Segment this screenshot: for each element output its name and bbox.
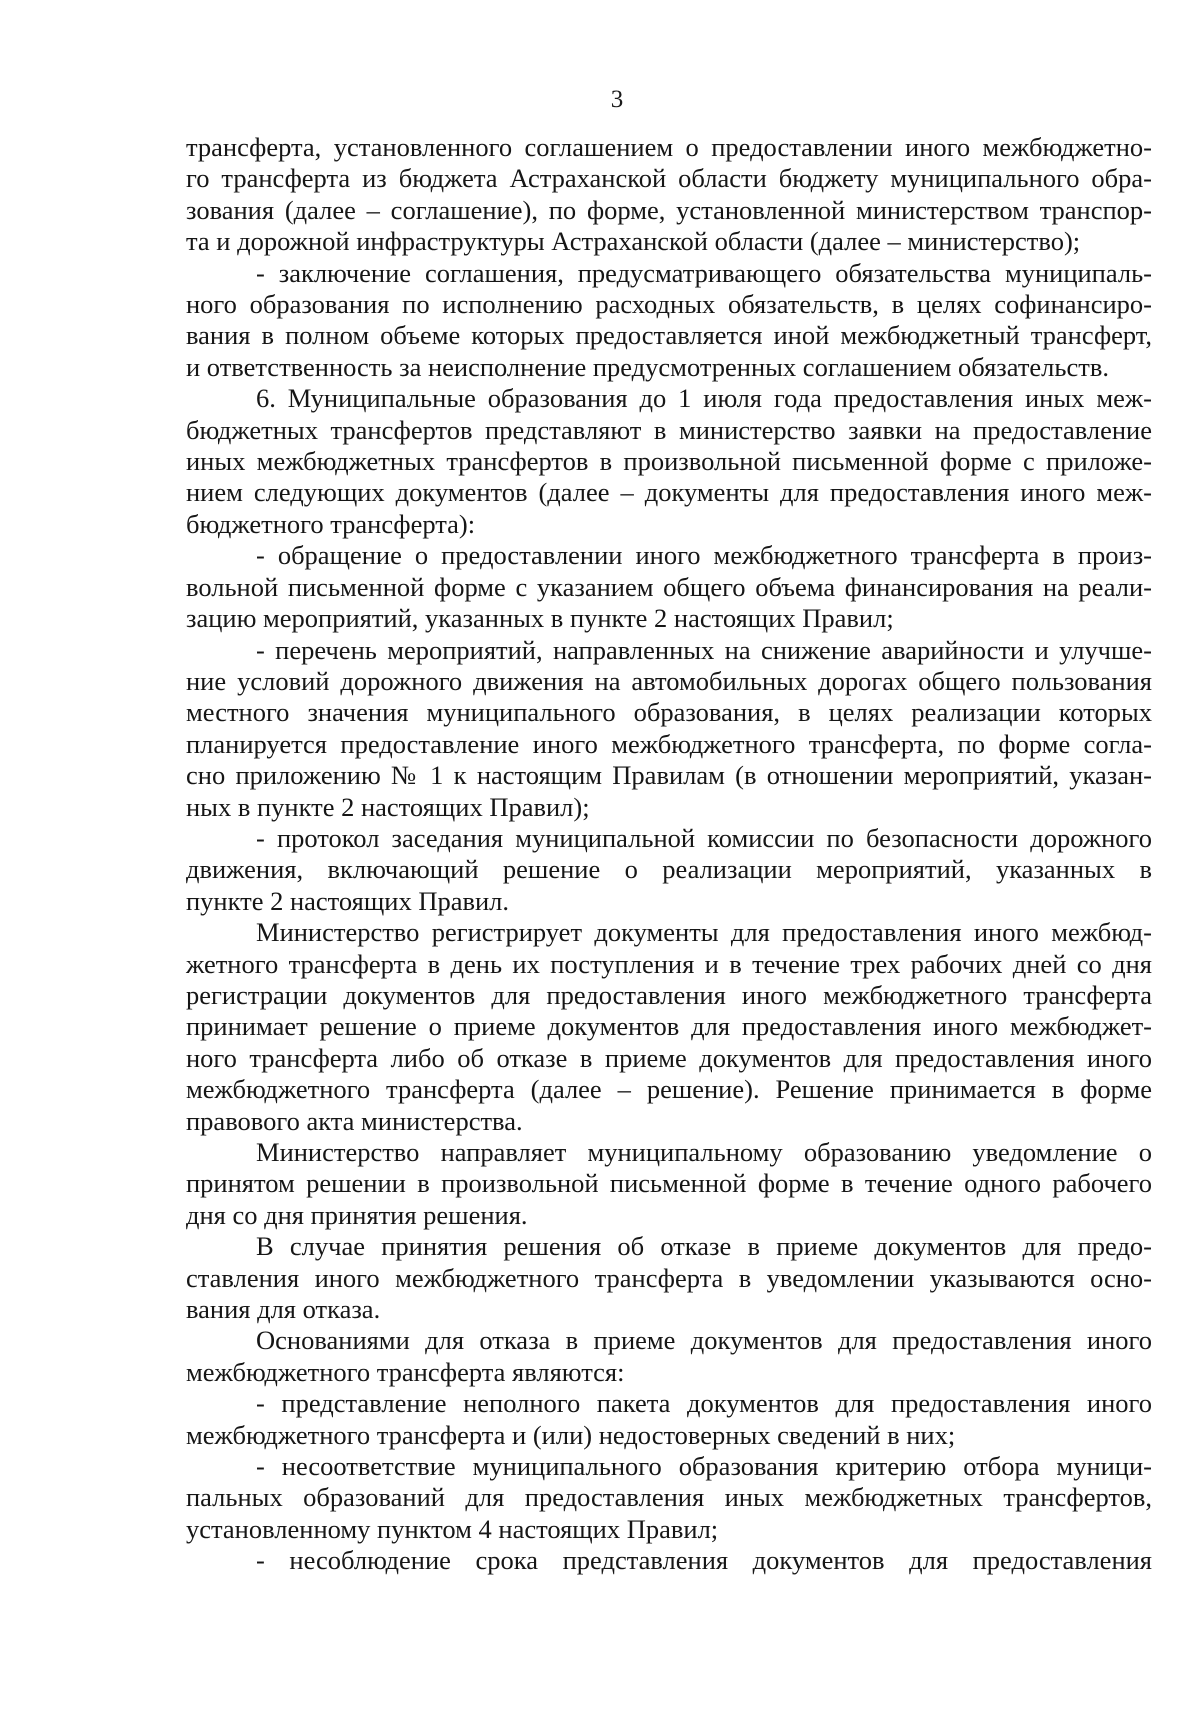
text-line: зования (далее – соглашение), по форме, установленной министерством транспор- [186, 194, 1152, 225]
text-line: го трансферта из бюджета Астраханской области бюджету муниципального обра- [186, 163, 1152, 194]
text-line: - несоблюдение срока представления документов для предоставления [256, 1545, 1152, 1576]
text-line: принятом решении в произвольной письменной форме в течение одного рабочего [186, 1168, 1152, 1199]
paragraph [186, 635, 1152, 823]
text-line: Министерство регистрирует документы для предоставления иного межбюд- [256, 917, 1152, 948]
text-line: - представление неполного пакета документов для предоставления иного [256, 1388, 1152, 1419]
text-line: - перечень мероприятий, направленных на снижение аварийности и улучше- [256, 634, 1152, 665]
text-line: движения, включающий решение о реализации мероприятий, указанных в [186, 854, 1152, 885]
text-line: пальных образований для предоставления иных межбюджетных трансфертов, [186, 1482, 1152, 1513]
paragraph [186, 132, 1152, 258]
paragraph [186, 1325, 1152, 1388]
paragraph [186, 383, 1152, 540]
text-line: - несоответствие муниципального образования критерию отбора муници- [256, 1451, 1152, 1482]
text-line: ных в пункте 2 настоящих Правил); [186, 791, 590, 822]
paragraph [186, 258, 1152, 384]
text-line: ного трансферта либо об отказе в приеме документов для предоставления иного [186, 1042, 1152, 1073]
paragraph [186, 1545, 1152, 1576]
page-number: 3 [610, 86, 624, 113]
paragraph [186, 540, 1152, 634]
text-line: бюджетного трансферта): [186, 508, 476, 539]
text-line: вания в полном объеме которых предоставляется иной межбюджетный трансферт, [186, 320, 1152, 351]
paragraph [186, 917, 1152, 1137]
text-line: трансферта, установленного соглашением о предоставлении иного межбюджетно- [186, 132, 1152, 162]
text-line: - обращение о предоставлении иного межбюджетного трансферта в произ- [256, 540, 1152, 571]
document-body [186, 132, 1152, 1577]
text-line: вания для отказа. [186, 1294, 381, 1325]
text-line: - протокол заседания муниципальной комиссии по безопасности дорожного [256, 822, 1152, 853]
text-line: дня со дня принятия решения. [186, 1199, 528, 1230]
text-line: межбюджетного трансферта и (или) недостоверных сведений в них; [186, 1419, 956, 1450]
text-line: ного образования по исполнению расходных обязательств, в целях софинансиро- [186, 289, 1152, 320]
text-line: Основаниями для отказа в приеме документов для предоставления иного [256, 1325, 1152, 1356]
text-line: пункте 2 настоящих Правил. [186, 885, 510, 916]
text-line: принимает решение о приеме документов для предоставления иного межбюджет- [186, 1011, 1152, 1042]
text-line: местного значения муниципального образования, в целях реализации которых [186, 697, 1152, 728]
text-line: установленному пунктом 4 настоящих Правил; [186, 1513, 719, 1544]
paragraph [186, 1451, 1152, 1545]
paragraph [186, 823, 1152, 917]
text-line: правового акта министерства. [186, 1105, 523, 1136]
text-line: сно приложению № 1 к настоящим Правилам (в отношении мероприятий, указан- [186, 760, 1152, 791]
text-line: планируется предоставление иного межбюджетного трансферта, по форме согла- [186, 728, 1152, 759]
text-line: Министерство направляет муниципальному образованию уведомление о [256, 1137, 1152, 1167]
text-line: и ответственность за неисполнение предусмотренных соглашением обязательств. [186, 351, 1109, 382]
text-line: В случае принятия решения об отказе в приеме документов для предо- [256, 1231, 1152, 1262]
paragraph [186, 1137, 1152, 1231]
text-line: межбюджетного трансферта (далее – решение). Решение принимается в форме [186, 1074, 1152, 1105]
text-line: иных межбюджетных трансфертов в произвольной письменной форме с приложе- [186, 446, 1152, 477]
text-line: бюджетных трансфертов представляют в министерство заявки на предоставление [186, 414, 1152, 445]
text-line: регистрации документов для предоставления иного межбюджетного трансферта [186, 979, 1152, 1010]
text-line: 6. Муниципальные образования до 1 июля года предоставления иных меж- [256, 383, 1152, 414]
text-line: жетного трансферта в день их поступления и в течение трех рабочих дней со дня [186, 948, 1152, 979]
paragraph [186, 1388, 1152, 1451]
text-line: ние условий дорожного движения на автомобильных дорогах общего пользования [186, 665, 1152, 696]
text-line: ставления иного межбюджетного трансферта в уведомлении указываются осно- [186, 1262, 1152, 1293]
text-line: межбюджетного трансферта являются: [186, 1356, 625, 1387]
text-line: зацию мероприятий, указанных в пункте 2 настоящих Правил; [186, 603, 894, 634]
text-line: вольной письменной форме с указанием общего объема финансирования на реали- [186, 571, 1152, 602]
text-line: нием следующих документов (далее – документы для предоставления иного меж- [186, 477, 1152, 508]
text-line: та и дорожной инфраструктуры Астраханской области (далее – министерство); [186, 226, 1081, 257]
paragraph [186, 1231, 1152, 1325]
text-line: - заключение соглашения, предусматривающего обязательства муниципаль- [256, 257, 1152, 288]
